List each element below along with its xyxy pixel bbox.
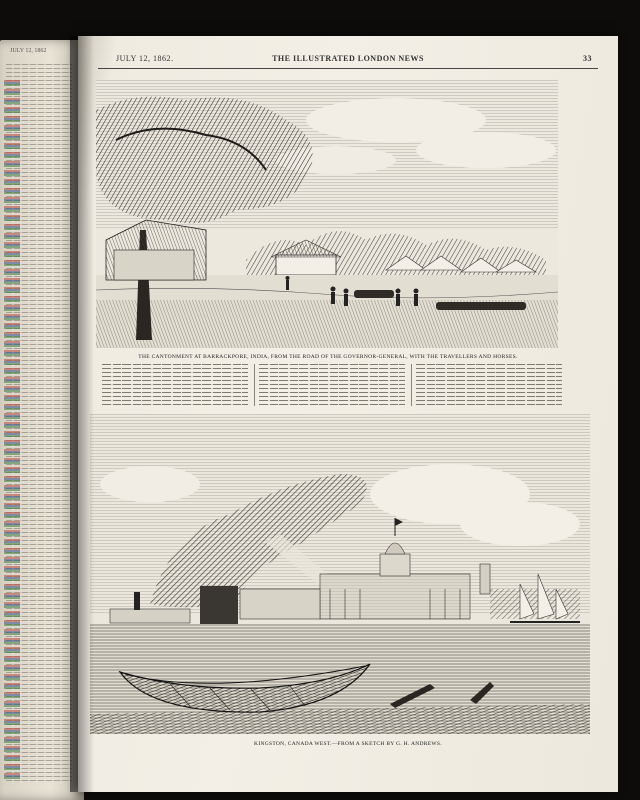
engraving-cantonment bbox=[96, 80, 558, 348]
header-rule bbox=[98, 68, 598, 69]
text-column-2 bbox=[259, 364, 405, 406]
article-text bbox=[102, 364, 562, 406]
right-page bbox=[78, 36, 618, 792]
kingston-engraving-art bbox=[90, 414, 590, 734]
caption-cantonment: THE CANTONMENT AT BARRACKPORE, INDIA, FROM THE ROAD OF THE GOVERNOR-GENERAL, WITH THE TRAVELLERS AND HORSES. bbox=[138, 354, 518, 360]
column-rule bbox=[254, 364, 255, 406]
running-head bbox=[98, 54, 598, 68]
column-rule bbox=[411, 364, 412, 406]
caption-kingston: KINGSTON, CANADA WEST.—FROM A SKETCH BY G. H. ANDREWS. bbox=[254, 741, 442, 747]
left-page-header: JULY 12, 1862 bbox=[10, 48, 47, 54]
running-head-title: THE ILLUSTRATED LONDON NEWS bbox=[272, 54, 424, 63]
running-head-date: JULY 12, 1862. bbox=[116, 54, 174, 63]
cantonment-engraving-art bbox=[96, 80, 558, 348]
gutter-shadow bbox=[70, 36, 94, 792]
text-column-3 bbox=[416, 364, 562, 406]
page-number: 33 bbox=[583, 54, 592, 63]
text-column-1 bbox=[102, 364, 248, 406]
left-page-colored-markings bbox=[4, 80, 20, 780]
engraving-kingston bbox=[90, 414, 590, 734]
